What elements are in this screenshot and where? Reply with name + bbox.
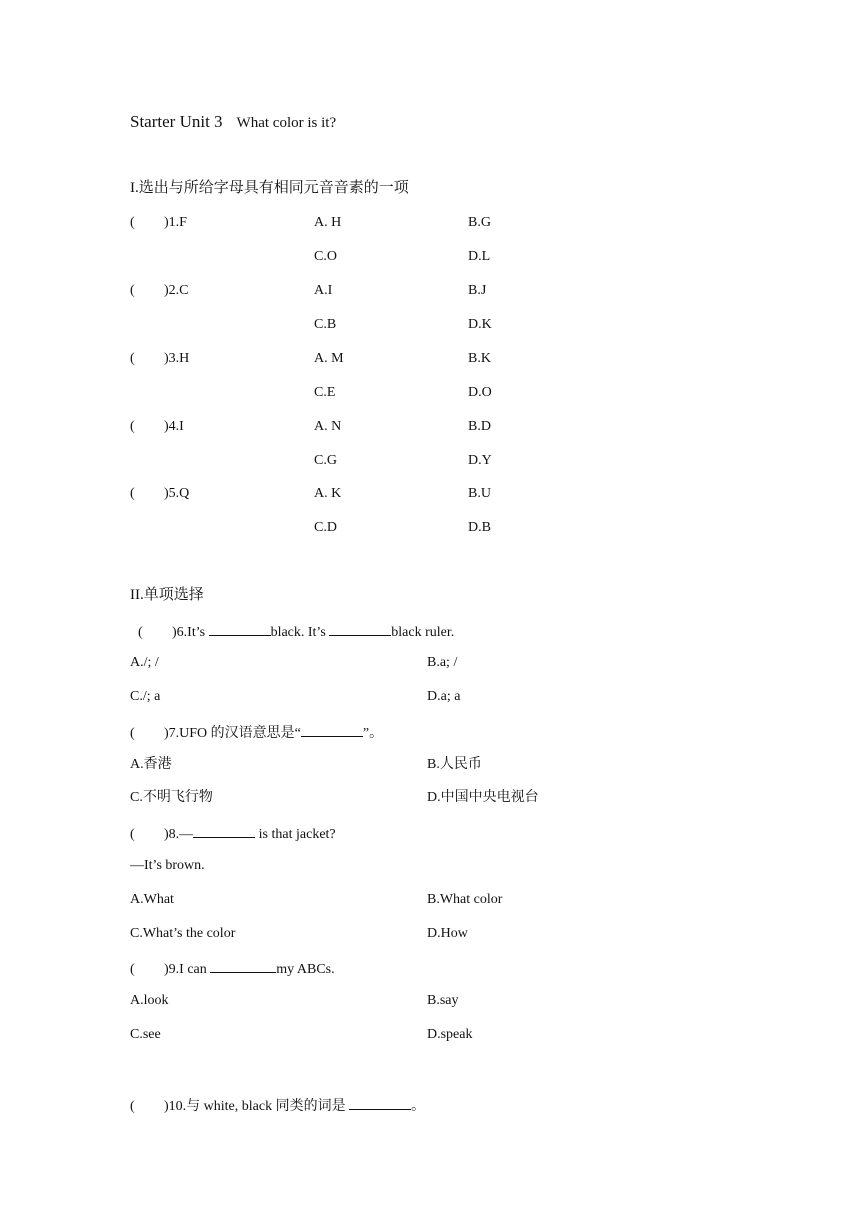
q7-option-d: D.中国中央电视台 bbox=[427, 790, 539, 805]
q2-option-d: D.K bbox=[468, 317, 492, 332]
q2-option-a: A.I bbox=[314, 283, 333, 298]
question-1-stem: ( )1.F bbox=[130, 215, 187, 230]
q8-answer-line: —It’s brown. bbox=[130, 858, 205, 873]
question-5-stem: ( )5.Q bbox=[130, 486, 190, 501]
q6-option-a: A./; / bbox=[130, 655, 159, 670]
q1-option-a: A. H bbox=[314, 215, 342, 230]
answer-blank[interactable] bbox=[301, 722, 363, 737]
q2-option-c: C.B bbox=[314, 317, 337, 332]
q4-option-c: C.G bbox=[314, 453, 337, 468]
page-title bbox=[130, 113, 336, 132]
q1-option-b: B.G bbox=[468, 215, 491, 230]
q1-option-d: D.L bbox=[468, 249, 491, 264]
unit-subtitle: What color is it? bbox=[236, 115, 337, 131]
q4-option-a: A. N bbox=[314, 419, 342, 434]
q3-option-c: C.E bbox=[314, 385, 336, 400]
q3-option-b: B.K bbox=[468, 351, 491, 366]
q6-option-b: B.a; / bbox=[427, 655, 458, 670]
q7-option-b: B.人民币 bbox=[427, 757, 482, 772]
section1-heading: I.选出与所给字母具有相同元音音素的一项 bbox=[130, 180, 409, 196]
question-10-stem: ( )10.与 white, black 同类的词是 。 bbox=[130, 1095, 425, 1116]
q8-option-b: B.What color bbox=[427, 892, 503, 907]
q4-option-d: D.Y bbox=[468, 453, 492, 468]
q4-option-b: B.D bbox=[468, 419, 491, 434]
question-2-stem: ( )2.C bbox=[130, 283, 189, 298]
question-7-stem: ( )7.UFO 的汉语意思是“ ”。 bbox=[130, 722, 383, 743]
q6-option-c: C./; a bbox=[130, 689, 161, 704]
q6-option-d: D.a; a bbox=[427, 689, 461, 704]
section2-heading: II.单项选择 bbox=[130, 587, 204, 603]
answer-blank[interactable] bbox=[193, 823, 255, 838]
q8-option-d: D.How bbox=[427, 926, 468, 941]
q8-option-c: C.What’s the color bbox=[130, 926, 236, 941]
question-6-stem: ( )6.It’s black. It’s black ruler. bbox=[138, 621, 454, 642]
q9-option-d: D.speak bbox=[427, 1027, 473, 1042]
question-4-stem: ( )4.I bbox=[130, 419, 184, 434]
question-3-stem: ( )3.H bbox=[130, 351, 190, 366]
q8-option-a: A.What bbox=[130, 892, 174, 907]
q2-option-b: B.J bbox=[468, 283, 487, 298]
answer-blank[interactable] bbox=[349, 1095, 411, 1110]
q5-option-c: C.D bbox=[314, 520, 337, 535]
answer-blank[interactable] bbox=[329, 621, 391, 636]
q5-option-d: D.B bbox=[468, 520, 491, 535]
q3-option-d: D.O bbox=[468, 385, 492, 400]
answer-blank[interactable] bbox=[210, 958, 276, 973]
q3-option-a: A. M bbox=[314, 351, 344, 366]
q9-option-b: B.say bbox=[427, 993, 459, 1008]
unit-title: Starter Unit 3 bbox=[130, 112, 223, 131]
q7-option-a: A.香港 bbox=[130, 757, 172, 772]
q1-option-c: C.O bbox=[314, 249, 337, 264]
answer-blank[interactable] bbox=[209, 621, 271, 636]
q5-option-b: B.U bbox=[468, 486, 491, 501]
q5-option-a: A. K bbox=[314, 486, 342, 501]
q9-option-a: A.look bbox=[130, 993, 169, 1008]
question-9-stem: ( )9.I can my ABCs. bbox=[130, 958, 335, 979]
question-8-stem: ( )8.— is that jacket? bbox=[130, 823, 336, 844]
q9-option-c: C.see bbox=[130, 1027, 161, 1042]
q7-option-c: C.不明飞行物 bbox=[130, 790, 213, 805]
